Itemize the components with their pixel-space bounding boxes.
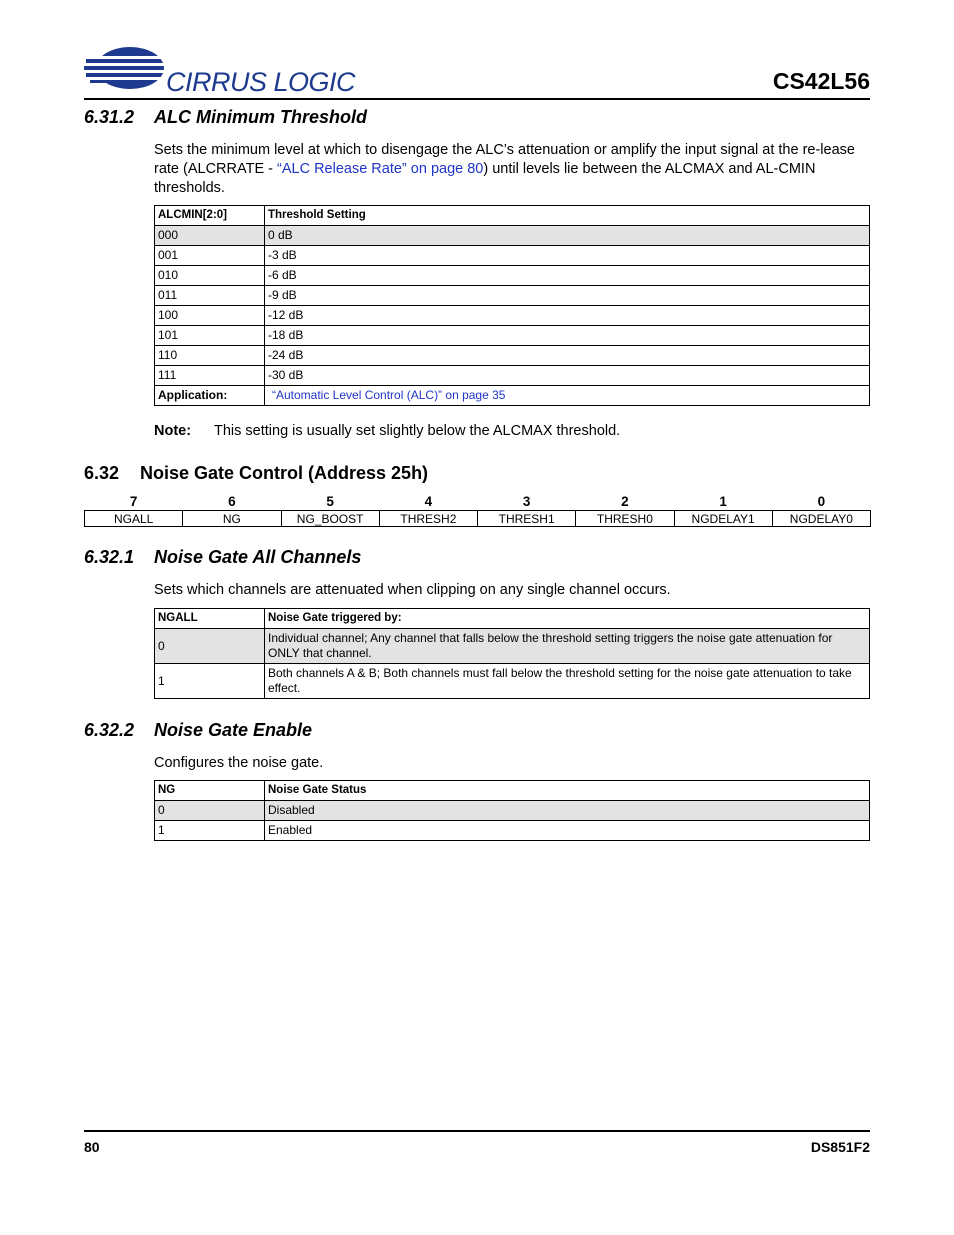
application-cell: [265, 386, 870, 406]
alc-min-description: [154, 141, 870, 198]
page-number: 80: [84, 1139, 100, 1155]
footer-rule: [84, 1130, 870, 1132]
note-text: This setting is usually set slightly below the ALCMAX threshold.: [214, 423, 621, 439]
table-row: [155, 226, 870, 246]
part-number: CS42L56: [772, 68, 870, 94]
bit-number: 1: [719, 493, 727, 509]
section-number: 6.32: [84, 463, 120, 483]
bit-field: NG: [183, 511, 281, 527]
bit-number: 3: [522, 493, 531, 509]
table-cell: -6 dB: [265, 266, 870, 286]
table-cell: 011: [155, 286, 265, 306]
application-row: [155, 386, 870, 406]
description-text: Sets the minimum level at which to disengage the ALC’s attenuation or amplify the input signal at the re-lease rate (ALCRRATE -: [154, 142, 855, 177]
header-rule: [84, 98, 870, 100]
table-row: [155, 306, 870, 326]
ng-table: [154, 780, 870, 841]
bit-number: 2: [621, 493, 629, 509]
table-cell: -9 dB: [265, 286, 870, 306]
section-title: ALC Minimum Threshold: [154, 107, 367, 127]
section-title: Noise Gate Control (Address 25h): [140, 463, 429, 483]
section-heading-ngall: [84, 547, 361, 568]
table-header-row: [155, 206, 870, 226]
bit-number-row: [85, 492, 871, 511]
table-cell: 000: [155, 226, 265, 246]
bit-field: THRESH1: [478, 511, 576, 527]
table-cell: 0: [155, 629, 265, 664]
table-cell: 010: [155, 266, 265, 286]
alc-min-table: [154, 205, 870, 406]
section-heading-ng: [84, 720, 312, 741]
bit-number: 6: [228, 493, 236, 509]
table-cell: 1: [155, 821, 265, 841]
ngall-table: [154, 608, 870, 699]
bit-number: 5: [326, 493, 334, 509]
bit-number: 7: [129, 493, 138, 509]
table-cell: -18 dB: [265, 326, 870, 346]
table-header-cell: Noise Gate Status: [265, 781, 870, 801]
register-bit-map: [84, 492, 871, 527]
table-header-cell: Noise Gate triggered by:: [265, 609, 870, 629]
description-text: ) until levels lie between the ALCMAX and AL-CMIN thresholds.: [154, 161, 816, 196]
table-cell: Individual channel; Any channel that falls below the threshold setting triggers the noise gate attenuation for ONLY that channel.: [265, 629, 870, 664]
table-header-row: [155, 609, 870, 629]
table-cell: 0 dB: [265, 226, 870, 246]
note-label: Note:: [154, 423, 192, 439]
table-cell: 1: [155, 664, 265, 699]
table-cell: 001: [155, 246, 265, 266]
table-cell: -30 dB: [265, 366, 870, 386]
document-id: DS851F2: [810, 1139, 870, 1155]
table-cell: 110: [155, 346, 265, 366]
table-header-cell: Threshold Setting: [265, 206, 870, 226]
table-cell: 111: [155, 366, 265, 386]
table-cell: Disabled: [265, 801, 870, 821]
table-row: [155, 629, 870, 664]
table-cell: 101: [155, 326, 265, 346]
section-heading-noise-gate: [84, 463, 428, 484]
alc-release-rate-link[interactable]: “ALC Release Rate” on page 80: [277, 161, 484, 177]
note: [154, 423, 620, 439]
table-row: [155, 246, 870, 266]
cirrus-logic-logo: [84, 42, 384, 98]
table-cell: 100: [155, 306, 265, 326]
application-label: Application:: [155, 386, 265, 406]
table-cell: Enabled: [265, 821, 870, 841]
table-cell: -24 dB: [265, 346, 870, 366]
ng-description: Configures the noise gate.: [154, 755, 324, 771]
table-row: [155, 366, 870, 386]
table-row: [155, 801, 870, 821]
section-number: 6.31.2: [84, 107, 135, 127]
section-title: Noise Gate Enable: [154, 720, 313, 740]
table-row: [155, 821, 870, 841]
table-header-cell: ALCMIN[2:0]: [155, 206, 265, 226]
bit-field: NGDELAY0: [772, 511, 870, 527]
table-row: [155, 266, 870, 286]
table-row: [155, 346, 870, 366]
alc-application-link[interactable]: “Automatic Level Control (ALC)” on page 35: [272, 388, 506, 402]
table-cell: Both channels A & B; Both channels must fall below the threshold setting for the noise gate attenuation to take effect.: [265, 664, 870, 699]
section-number: 6.32.1: [84, 547, 135, 567]
svg-text:CIRRUS LOGIC: CIRRUS LOGIC: [166, 67, 356, 97]
bit-field: NGALL: [85, 511, 183, 527]
table-header-cell: NGALL: [155, 609, 265, 629]
table-cell: -12 dB: [265, 306, 870, 326]
table-header-cell: NG: [155, 781, 265, 801]
table-cell: 0: [155, 801, 265, 821]
section-heading-alc-min: [84, 107, 367, 128]
table-row: [155, 286, 870, 306]
bit-number: 0: [817, 493, 826, 509]
section-number: 6.32.2: [84, 720, 135, 740]
table-header-row: [155, 781, 870, 801]
table-row: [155, 664, 870, 699]
bit-field: THRESH0: [576, 511, 674, 527]
ngall-description: Sets which channels are attenuated when clipping on any single channel occurs.: [154, 582, 671, 598]
table-cell: -3 dB: [265, 246, 870, 266]
section-title: Noise Gate All Channels: [154, 547, 362, 567]
bit-number: 4: [424, 493, 433, 509]
bit-field: THRESH2: [379, 511, 477, 527]
bit-field-row: [85, 511, 871, 527]
bit-field: NGDELAY1: [674, 511, 772, 527]
table-row: [155, 326, 870, 346]
bit-field: NG_BOOST: [281, 511, 379, 527]
